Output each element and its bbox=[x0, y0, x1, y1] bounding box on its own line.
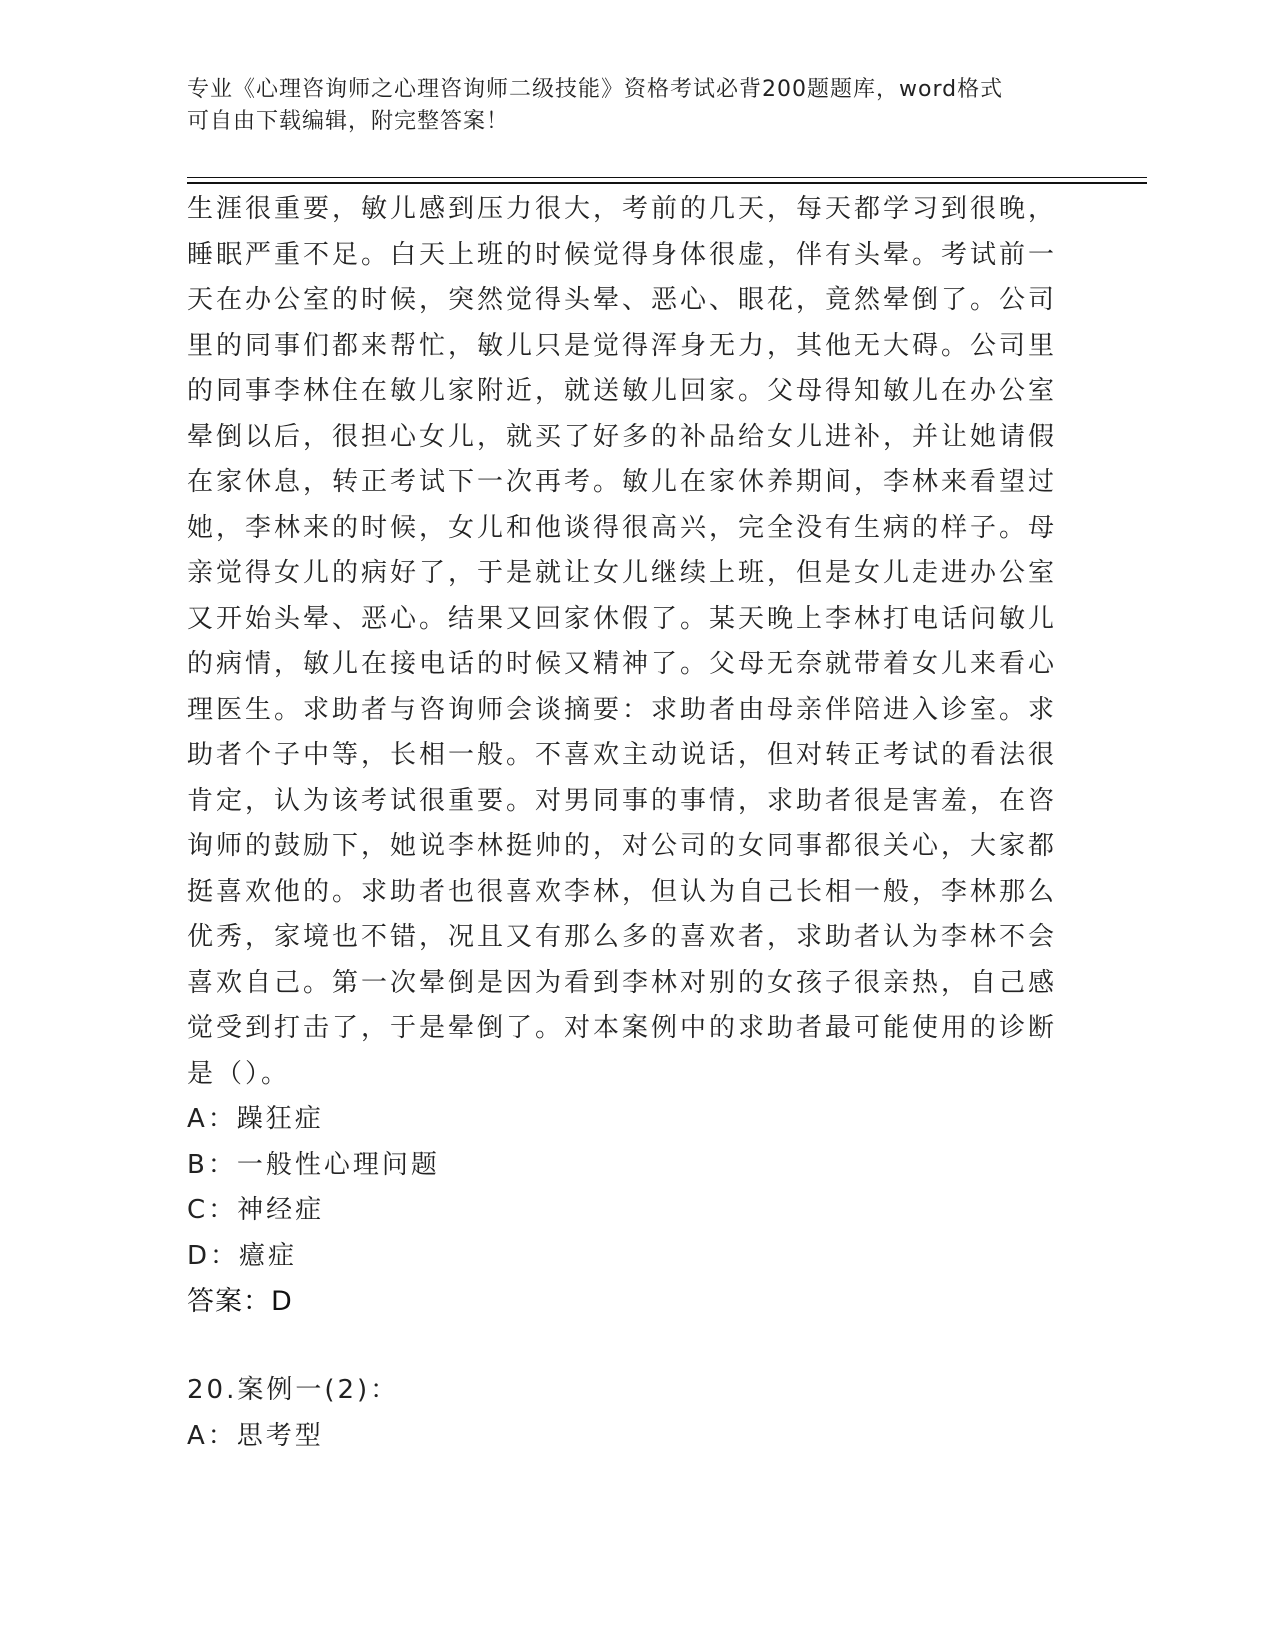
stem-line: 在家休息，转正考试下一次再考。敏儿在家休养期间，李林来看望过 bbox=[187, 467, 1058, 497]
question-title: 20.案例一(2)： bbox=[187, 1375, 400, 1405]
stem-line: 觉受到打击了，于是晕倒了。对本案例中的求助者最可能使用的诊断 bbox=[187, 1013, 1058, 1043]
option-c: C：神经症 bbox=[187, 1195, 325, 1225]
document-header bbox=[187, 74, 1087, 138]
stem-line: 优秀，家境也不错，况且又有那么多的喜欢者，求助者认为李林不会 bbox=[187, 922, 1058, 952]
stem-line: 喜欢自己。第一次晕倒是因为看到李林对别的女孩子很亲热，自己感 bbox=[187, 967, 1058, 998]
header-divider-thick bbox=[187, 182, 1147, 184]
stem-line: 助者个子中等，长相一般。不喜欢主动说话，但对转正考试的看法很 bbox=[187, 740, 1058, 770]
stem-line: 睡眠严重不足。白天上班的时候觉得身体很虚，伴有头晕。考试前一 bbox=[187, 239, 1058, 270]
stem-line: 理医生。求助者与咨询师会谈摘要：求助者由母亲伴陪进入诊室。求 bbox=[187, 694, 1058, 725]
stem-line: 亲觉得女儿的病好了，于是就让女儿继续上班，但是女儿走进办公室 bbox=[187, 558, 1058, 588]
stem-line: 的同事李林住在敏儿家附近，就送敏儿回家。父母得知敏儿在办公室 bbox=[187, 376, 1058, 406]
header-line-1: 专业《心理咨询师之心理咨询师二级技能》资格考试必背200题题库，word格式 bbox=[187, 77, 1004, 102]
next-question bbox=[187, 1368, 399, 1459]
stem-line: 生涯很重要，敏儿感到压力很大，考前的几天，每天都学习到很晚， bbox=[187, 194, 1058, 224]
header-line-2: 可自由下载编辑，附完整答案！ bbox=[187, 109, 510, 134]
option-a: A：思考型 bbox=[187, 1420, 324, 1451]
stem-line: 里的同事们都来帮忙，敏儿只是觉得浑身无力，其他无大碍。公司里 bbox=[187, 330, 1058, 361]
option-b: B：一般性心理问题 bbox=[187, 1149, 440, 1180]
answer-key: 答案：D bbox=[187, 1286, 293, 1317]
question-body bbox=[187, 187, 1067, 1325]
stem-line: 肯定，认为该考试很重要。对男同事的事情，求助者很是害羞，在咨 bbox=[187, 785, 1058, 816]
stem-line: 又开始头晕、恶心。结果又回家休假了。某天晚上李林打电话问敏儿 bbox=[187, 603, 1058, 634]
stem-line: 的病情，敏儿在接电话的时候又精神了。父母无奈就带着女儿来看心 bbox=[187, 649, 1058, 679]
stem-line: 挺喜欢他的。求助者也很喜欢李林，但认为自己长相一般，李林那么 bbox=[187, 876, 1058, 907]
stem-line: 天在办公室的时候，突然觉得头晕、恶心、眼花，竟然晕倒了。公司 bbox=[187, 285, 1058, 315]
stem-line: 是（）。 bbox=[187, 1058, 291, 1089]
answer-options bbox=[187, 1097, 1067, 1279]
stem-line: 询师的鼓励下，她说李林挺帅的，对公司的女同事都很关心，大家都 bbox=[187, 831, 1058, 861]
stem-line: 她，李林来的时候，女儿和他谈得很高兴，完全没有生病的样子。母 bbox=[187, 512, 1058, 543]
question-stem bbox=[187, 187, 1067, 1097]
stem-line: 晕倒以后，很担心女儿，就买了好多的补品给女儿进补，并让她请假 bbox=[187, 421, 1058, 452]
header-divider-thin bbox=[187, 177, 1147, 178]
option-a: A：躁狂症 bbox=[187, 1104, 324, 1134]
option-d: D：癔症 bbox=[187, 1240, 298, 1271]
